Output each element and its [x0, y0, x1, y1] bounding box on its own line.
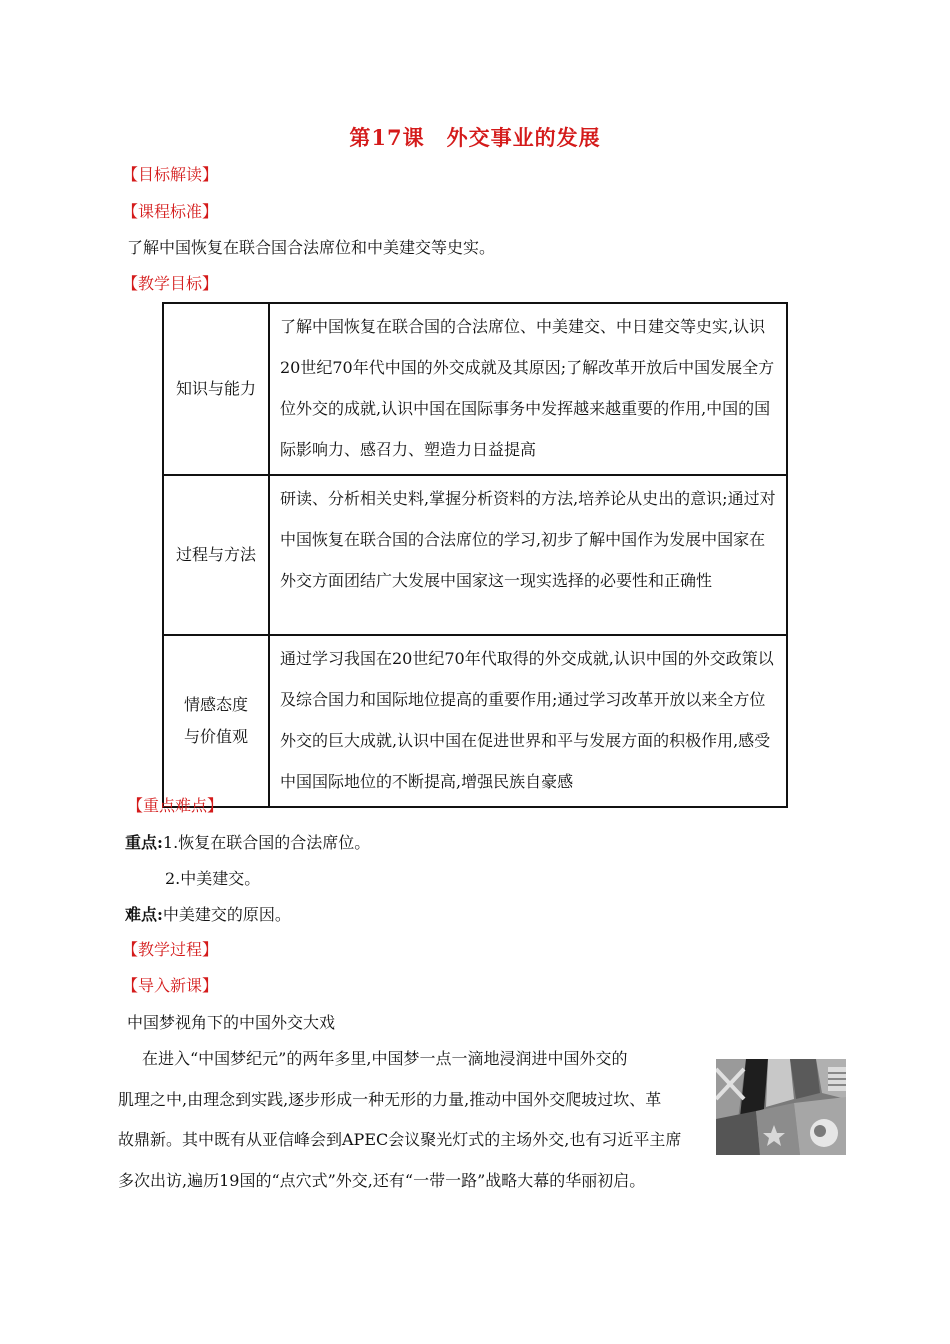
section-teaching-goals: 【教学目标】 — [122, 274, 219, 293]
section-teaching-process: 【教学过程】 — [122, 940, 219, 959]
key-point-1 — [125, 830, 370, 853]
flags-photo — [716, 1059, 846, 1155]
key-point-2: 2.中美建交。 — [165, 869, 261, 888]
objective-head — [163, 635, 269, 807]
key-label: 重点: — [125, 833, 163, 852]
intro-line: 故鼎新。其中既有从亚信峰会到APEC会议聚光灯式的主场外交,也有习近平主席 — [118, 1130, 682, 1149]
intro-subtitle: 中国梦视角下的中国外交大戏 — [127, 1013, 336, 1032]
objective-head-line: 与价值观 — [183, 727, 248, 746]
objective-body: 通过学习我国在20世纪70年代取得的外交成就,认识中国的外交政策以及综合国力和国际地位提高的重要作用;通过学习改革开放以来全方位外交的巨大成就,认识中国在促进世界和平与发展方面的积极作用,感受中国国际地位的不断提高,增强民族自豪感 — [269, 635, 787, 807]
flags-image — [716, 1059, 846, 1155]
objective-head: 知识与能力 — [163, 303, 269, 475]
table-row — [163, 303, 787, 475]
intro-line: 肌理之中,由理念到实践,逐步形成一种无形的力量,推动中国外交爬坡过坎、革 — [118, 1090, 662, 1109]
objective-head: 过程与方法 — [163, 475, 269, 635]
objectives-table — [162, 302, 788, 808]
table-row — [163, 635, 787, 807]
objective-head-line: 情感态度 — [183, 695, 248, 714]
difficult-label: 难点: — [125, 905, 163, 924]
page-title: 第17课 外交事业的发展 — [349, 125, 601, 150]
objective-body: 研读、分析相关史料,掌握分析资料的方法,培养论从史出的意识;通过对中国恢复在联合国的合法席位的学习,初步了解中国作为发展中国家在外交方面团结广大发展中国家这一现实选择的必要性和正确性 — [269, 475, 787, 635]
objective-body: 了解中国恢复在联合国的合法席位、中美建交、中日建交等史实,认识20世纪70年代中国的外交成就及其原因;了解改革开放后中国发展全方位外交的成就,认识中国在国际事务中发挥越来越重要的作用,中国的国际影响力、感召力、塑造力日益提高 — [269, 303, 787, 475]
section-curriculum-standard: 【课程标准】 — [122, 202, 219, 221]
key-text-1: 1.恢复在联合国的合法席位。 — [162, 833, 371, 852]
section-intro: 【导入新课】 — [122, 976, 219, 995]
intro-line: 多次出访,遍历19国的“点穴式”外交,还有“一带一路”战略大幕的华丽初启。 — [118, 1171, 646, 1190]
intro-line: 在进入“中国梦纪元”的两年多里,中国梦一点一滴地浸润进中国外交的 — [142, 1049, 628, 1068]
table-row — [163, 475, 787, 635]
difficult-text: 中美建交的原因。 — [162, 905, 291, 924]
section-goal-reading: 【目标解读】 — [122, 165, 219, 184]
curriculum-text: 了解中国恢复在联合国合法席位和中美建交等史实。 — [127, 238, 496, 257]
difficult-point — [125, 902, 291, 925]
section-key-points: 【重点难点】 — [127, 796, 224, 815]
